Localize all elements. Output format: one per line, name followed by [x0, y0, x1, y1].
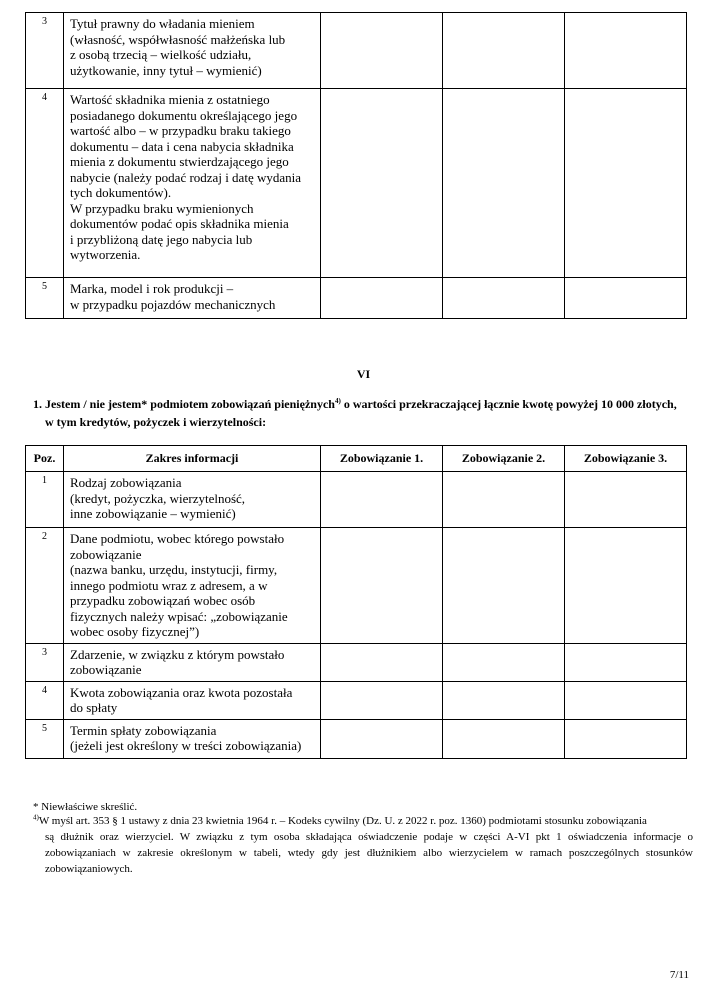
table-row: [26, 13, 687, 89]
entry-cell[interactable]: [565, 643, 687, 681]
footnote-marker: 4): [33, 813, 39, 822]
entry-cell[interactable]: [321, 681, 443, 719]
column-header: Zobowiązanie 3.: [565, 446, 687, 472]
row-number: 5: [26, 278, 64, 319]
page-number: 7/11: [669, 969, 689, 981]
table-row: [26, 89, 687, 278]
table-row: [26, 719, 687, 758]
entry-cell[interactable]: [443, 719, 565, 758]
footnote-star: * Niewłaściwe skreślić.: [33, 801, 138, 813]
column-header: Zobowiązanie 2.: [443, 446, 565, 472]
row-description: Marka, model i rok produkcji – w przypadku pojazdów mechanicznych: [64, 278, 321, 319]
row-number: 2: [26, 528, 64, 644]
entry-cell[interactable]: [443, 643, 565, 681]
row-number: 4: [26, 681, 64, 719]
entry-cell[interactable]: [443, 472, 565, 528]
row-description: Termin spłaty zobowiązania (jeżeli jest określony w treści zobowiązania): [64, 719, 321, 758]
entry-cell[interactable]: [321, 472, 443, 528]
entry-cell[interactable]: [565, 13, 687, 89]
column-header: Zakres informacji: [64, 446, 321, 472]
entry-cell[interactable]: [443, 89, 565, 278]
footnote-4: $^{4)}$W myśl art. 353 § 1 ustawy z dnia 23 kwietnia 1964 r. – Kodeks cywilny (Dz. U. z 2022 r. poz. 1360) podmiotami stosunku zobowiązania są dłużnik oraz wierzyciel. W związku z tym osoba składająca oświadczenie podaje w części A-VI pkt 1 oświadczenia informacje o zobowiązaniach w zakresie określonym w tabeli, wtedy gdy jest dłużnikiem albo wierzycielem w ramach poszczególnych stosunków zobowiązaniowych.: [33, 813, 693, 875]
section-intro: 1. Jestem / nie jestem* podmiotem zobowiązań pieniężnych$^{4)}$ o wartości przekraczającej łącznie kwotę powyżej 10 000 złotych, w tym kredytów, pożyczek i wierzytelności:: [33, 397, 677, 429]
entry-cell[interactable]: [321, 528, 443, 644]
row-description: Rodzaj zobowiązania (kredyt, pożyczka, wierzytelność, inne zobowiązanie – wymienić): [64, 472, 321, 528]
row-description: Zdarzenie, w związku z którym powstało zobowiązanie: [64, 643, 321, 681]
entry-cell[interactable]: [443, 13, 565, 89]
footnote-ref: 4): [334, 397, 341, 405]
row-number: 3: [26, 13, 64, 89]
entry-cell[interactable]: [443, 278, 565, 319]
entry-cell[interactable]: [565, 278, 687, 319]
entry-cell[interactable]: [565, 472, 687, 528]
row-number: 3: [26, 643, 64, 681]
assets-table-continued: [25, 12, 687, 319]
entry-cell[interactable]: [443, 528, 565, 644]
table-row: [26, 472, 687, 528]
entry-cell[interactable]: [565, 528, 687, 644]
row-description: Wartość składnika mienia z ostatniego posiadanego dokumentu określającego jego wartość albo – w przypadku braku takiego dokumentu – data i cena nabycia składnika mienia z dokumentu stwierdzającego jego nabycie (należy podać rodzaj i datę wydania tych dokumentów). W przypadku braku wymienionych dokumentów podać opis składnika mienia i przybliżoną datę jego nabycia lub wytworzenia.: [64, 89, 321, 278]
row-number: 5: [26, 719, 64, 758]
table-row: [26, 528, 687, 644]
table-row: [26, 681, 687, 719]
table-row: [26, 643, 687, 681]
entry-cell[interactable]: [565, 681, 687, 719]
entry-cell[interactable]: [321, 89, 443, 278]
entry-cell[interactable]: [565, 719, 687, 758]
entry-cell[interactable]: [565, 89, 687, 278]
entry-cell[interactable]: [321, 13, 443, 89]
column-header: Poz.: [26, 446, 64, 472]
row-number: 4: [26, 89, 64, 278]
column-header: Zobowiązanie 1.: [321, 446, 443, 472]
row-description: Dane podmiotu, wobec którego powstało zobowiązanie (nazwa banku, urzędu, instytucji, firmy, innego podmiotu wraz z adresem, a w przypadku zobowiązań wobec osób fizycznych należy wpisać: „zobowiązanie wobec osoby fizycznej”): [64, 528, 321, 644]
table-header-row: [26, 446, 687, 472]
table-row: [26, 278, 687, 319]
row-number: 1: [26, 472, 64, 528]
row-description: Tytuł prawny do władania mieniem (własność, współwłasność małżeńska lub z osobą trzecią – wielkość udziału, użytkowanie, inny tytuł – wymienić): [64, 13, 321, 89]
entry-cell[interactable]: [321, 278, 443, 319]
liabilities-table: [25, 445, 687, 759]
section-title: VI: [356, 367, 371, 381]
row-description: Kwota zobowiązania oraz kwota pozostała do spłaty: [64, 681, 321, 719]
entry-cell[interactable]: [321, 719, 443, 758]
entry-cell[interactable]: [321, 643, 443, 681]
entry-cell[interactable]: [443, 681, 565, 719]
